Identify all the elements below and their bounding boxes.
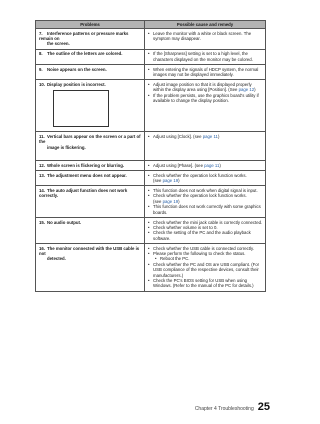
header-remedy: Possible cause and remedy	[176, 21, 234, 27]
bullet-icon: •	[148, 278, 150, 284]
problem-number: 7.	[39, 30, 43, 36]
remedy-text: Adjust image position so that it is displayed properly	[153, 81, 252, 87]
remedy-cell	[145, 171, 265, 185]
bullet-icon: •	[148, 204, 150, 210]
page-footer	[195, 401, 270, 413]
problem-cell	[36, 132, 145, 160]
remedy-item	[148, 134, 263, 139]
remedy-cell	[145, 80, 265, 131]
remedy-text: software.	[153, 235, 171, 241]
remedy-cell	[145, 65, 265, 79]
page-link[interactable]: page 11	[204, 162, 220, 168]
remedy-text: boards.	[153, 209, 168, 215]
problem-number: 16.	[39, 245, 45, 251]
remedy-text-after: )	[254, 87, 256, 93]
remedy-text: When entering the signals of HDCP system, the normal	[153, 66, 259, 72]
remedy-text: Check whether the USB cable is connected correctly.	[153, 245, 254, 251]
remedy-cell	[145, 186, 265, 217]
problem-number: 11.	[39, 133, 45, 139]
remedy-cell	[145, 218, 265, 243]
remedy-text: Check the PC's BIOS setting for USB when using	[153, 278, 248, 284]
remedy-text: Please perform the following to check the status.	[153, 251, 246, 257]
problem-cell	[36, 29, 145, 49]
remedy-subtext: Reboot the PC.	[160, 256, 190, 262]
remedy-text: Check whether the mini jack cable is correctly connected.	[153, 219, 263, 225]
problem-text: Display position is incorrect.	[47, 81, 106, 87]
problem-text: Interference patterns or pressure marks remain on	[39, 30, 129, 41]
remedy-item	[148, 31, 263, 42]
remedy-text: If the [Sharpness] setting is set to a high level, the	[153, 51, 248, 57]
remedy-text: Adjust using [Phase]. (see	[153, 162, 205, 168]
monitor-position-illustration	[53, 90, 109, 127]
remedy-text: Check the setting of the PC and the audio playback	[153, 230, 251, 236]
remedy-cell	[145, 132, 265, 160]
bullet-icon: •	[148, 81, 150, 87]
page-link[interactable]: page 12	[238, 87, 255, 93]
remedy-item	[148, 93, 263, 104]
remedy-cell	[145, 29, 265, 49]
bullet-icon: •	[148, 133, 150, 139]
problem-number: 8.	[39, 51, 43, 57]
table-row	[36, 80, 265, 132]
problem-cell	[36, 161, 145, 170]
page-link[interactable]: page 19	[162, 198, 179, 204]
remedy-text: within the display area using [Position]. (See	[153, 87, 239, 93]
bullet-icon: •	[148, 251, 150, 257]
problem-cell	[36, 65, 145, 79]
table-row	[36, 244, 265, 291]
bullet-icon: •	[148, 30, 150, 36]
table-row	[36, 161, 265, 171]
remedy-text-after: )	[178, 178, 180, 184]
remedy-item	[148, 230, 263, 241]
table-row	[36, 29, 265, 50]
remedy-text: images may not be displayed immediately.	[153, 71, 234, 77]
problem-text: The adjustment menu does not appear.	[47, 172, 127, 178]
header-problems: Problems	[36, 21, 145, 28]
problem-cell	[36, 80, 145, 131]
bullet-icon: •	[148, 193, 150, 199]
chapter-label: Chapter 4 Troubleshooting	[194, 406, 254, 412]
problem-text: The outline of the letters are colored.	[47, 51, 123, 57]
remedy-text-after: )	[219, 162, 221, 168]
troubleshooting-table	[35, 20, 266, 292]
problem-cell	[36, 218, 145, 243]
remedy-item	[148, 193, 263, 204]
table-row	[36, 65, 265, 80]
remedy-item	[148, 67, 263, 78]
problem-text: Noise appears on the screen.	[47, 66, 107, 72]
problem-number: 14.	[39, 187, 45, 193]
remedy-text: Check whether the PC and OS are USB compliant. (For	[153, 261, 260, 267]
remedy-item	[148, 173, 263, 184]
remedy-text: If the problem persists, use the graphics board's utility if	[153, 92, 259, 98]
page-link[interactable]: page 11	[202, 133, 218, 139]
bullet-icon: •	[148, 66, 150, 72]
remedy-text: Leave the monitor with a white or black screen. The	[153, 30, 252, 36]
remedy-text: symptom may disappear.	[153, 35, 201, 41]
page-number: 25	[257, 401, 270, 413]
problem-text: image is flickering.	[47, 144, 86, 150]
remedy-text: manufacturers.)	[153, 272, 184, 278]
problem-number: 13.	[39, 172, 45, 178]
remedy-item	[148, 51, 263, 62]
remedy-text-after: )	[217, 133, 220, 139]
problem-text: The auto adjust function does not work correctly.	[39, 187, 128, 199]
bullet-icon: •	[148, 172, 150, 178]
remedy-cell	[145, 50, 265, 64]
remedy-text: Windows. (Refer to the manual of the PC for details.)	[153, 283, 254, 289]
problem-cell	[36, 171, 145, 185]
remedy-text-after: )	[178, 198, 180, 204]
problem-text: The monitor connected with the USB cable is not	[39, 245, 140, 257]
bullet-icon: •	[148, 245, 150, 251]
bullet-icon: •	[148, 187, 150, 193]
table-row	[36, 186, 265, 218]
table-row	[36, 132, 265, 161]
table-row	[36, 171, 265, 186]
table-row	[36, 50, 265, 65]
remedy-text: Check whether volume is set to 0.	[153, 224, 218, 230]
remedy-text: available to change the display position.	[153, 98, 230, 104]
problem-number: 12.	[39, 162, 45, 168]
table-row	[36, 218, 265, 244]
problem-text: Whole screen is flickering or blurring.	[47, 162, 125, 168]
problem-number: 9.	[39, 66, 43, 72]
problem-number: 10.	[39, 81, 45, 87]
problem-text: the screen.	[47, 41, 70, 47]
remedy-text: This function does not work correctly with some graphics	[153, 204, 261, 210]
remedy-cell	[145, 161, 265, 170]
remedy-text: (see	[153, 198, 163, 204]
bullet-icon: •	[155, 256, 157, 262]
remedy-item	[148, 163, 263, 168]
remedy-item	[148, 278, 263, 289]
problem-text: No audio output.	[47, 219, 82, 225]
remedy-item	[148, 204, 263, 215]
bullet-icon: •	[148, 230, 150, 236]
remedy-item	[148, 82, 263, 93]
remedy-cell	[145, 244, 265, 291]
remedy-text: USB compliance of the respective devices, consult their	[153, 267, 259, 273]
problem-number: 15.	[39, 219, 45, 225]
table-header-row	[36, 21, 265, 29]
problem-cell	[36, 186, 145, 217]
remedy-text: This function does not work when digital signal is input.	[153, 187, 258, 193]
page-link[interactable]: page 19	[162, 178, 179, 184]
remedy-text: Adjust using [Clock]. (see	[153, 133, 203, 139]
remedy-text: (see	[153, 178, 163, 184]
bullet-icon: •	[148, 219, 150, 225]
problem-cell	[36, 244, 145, 291]
remedy-text: characters displayed on the monitor may be colored.	[153, 56, 253, 62]
problem-text: Vertical bars appear on the screen or a part of the	[39, 133, 141, 145]
bullet-icon: •	[148, 51, 150, 57]
bullet-icon: •	[148, 92, 150, 98]
bullet-icon: •	[148, 162, 150, 168]
problem-text: detected.	[47, 256, 66, 262]
problem-cell	[36, 50, 145, 64]
remedy-text: Check whether the operation lock function works.	[153, 172, 247, 178]
remedy-text: Check whether the operation lock function works.	[153, 193, 247, 199]
bullet-icon: •	[148, 224, 150, 230]
bullet-icon: •	[148, 261, 150, 267]
remedy-item	[148, 262, 263, 278]
